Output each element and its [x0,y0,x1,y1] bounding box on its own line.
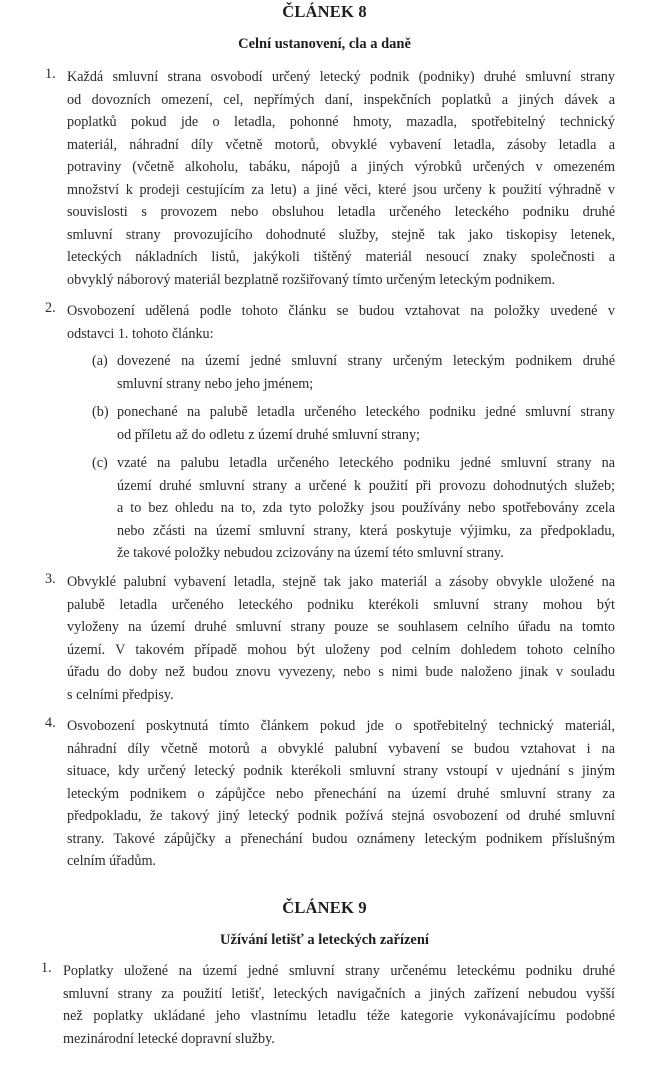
text-line: území. V takovém případě mohou být uloženy pod celním dohledem tohoto celního [67,641,615,658]
text-line: Osvobození udělená podle tohoto článku se budou vztahovat na položky uvedené v [67,303,615,319]
text-line: souvislosti s provozem nebo obsluhou letadla určeného leteckého podniku druhé [67,204,615,220]
text-line: palubě letadla určeného leteckého podniku kterékoli smluvní strany mohou být [67,596,615,613]
text-line: smluvní strany za použití letišť, leteckých navigačních a jiných zařízení nebudou vyšší [63,985,615,1002]
text-line: Obvyklé palubní vybavení letadla, stejně tak jako materiál a zásoby obvykle uložené na [67,574,615,590]
text-line: dovezené na území jedné smluvní strany určeným leteckým podnikem druhé [117,353,615,369]
text-line: území druhé smluvní strany a určené k použití při provozu dohodnutých služeb; [117,477,615,494]
text-line: leteckých nákladních listů, jakýkoli tištěný materiál nesoucí znaky společnosti a [67,249,615,265]
text-line: množství k prodeji cestujícím za letu) a jiné věci, které jsou určeny k použití výhradně v [67,181,615,198]
text-line: potraviny (včetně alkoholu, tabáku, nápojů a jiných výrobků určených v omezeném [67,159,615,175]
item-label-b: (b) [92,404,109,420]
text-line: poplatků pokud jde o letadla, pohonné hmoty, mazadla, spotřebitelný technický [67,114,615,130]
text-line: Osvobození poskytnutá tímto článkem pokud jde o spotřebitelný technický materiál, [67,718,615,734]
text-line: vzaté na palubu letadla určeného leteckého podniku jedné smluvní strany na [117,455,615,471]
text-line: strany. Takové zápůjčky a přenechání budou oznámeny leteckým podnikem příslušným [67,830,615,847]
text-line: předpokladu, že takový jiný letecký podnik požívá stejná osvobození od druhé smluvní [67,808,615,824]
text-line: s celními předpisy. [67,686,174,703]
article-8-subtitle: Celní ustanovení, cla a daně [238,36,411,52]
text-line: úřadu do doby než budou znovu vyvezeny, nebo s nimi bude naloženo jinak v souladu [67,664,615,680]
text-line: než poplatky ukládané jeho vlastnímu letadlu téže kategorie vykonávajícímu podobné [63,1008,615,1024]
article-9-title: ČLÁNEK 9 [282,898,367,917]
paragraph-number: 2. [45,300,56,316]
text-line: mezinárodní letecké dopravní služby. [63,1030,275,1047]
text-line: a to bez ohledu na to, zda tyto položky jsou používány nebo spotřebovány zcela [117,500,615,516]
paragraph-number: 4. [45,715,56,731]
text-line: nebo zčásti na území smluvní strany, která poskytuje výjimku, za předpokladu, [117,522,615,539]
text-line: že takové položky nebudou zcizovány na území této smluvní strany. [117,545,504,561]
text-line: ponechané na palubě letadla určeného leteckého podniku jedné smluvní strany [117,404,615,420]
text-line: celním úřadům. [67,853,157,869]
paragraph-number: 1. [41,960,52,976]
item-label-c: (c) [92,455,108,471]
text-line: odstavci 1. tohoto článku: [67,325,214,342]
text-line: od příletu až do odletu z území druhé smluvní strany; [117,426,420,443]
text-line: situace, kdy určený letecký podnik kterékoli smluvní strany vstoupí v ujednání s jiným [67,763,615,779]
text-line: Poplatky uložené na území jedné smluvní strany určenému leteckému podniku druhé [63,963,615,979]
text-line: leteckým podnikem o zápůjčce nebo přenechání na území druhé smluvní strany za [67,785,615,802]
text-line: smluvní strany provozujícího dohodnuté služby, stejně tak jako tiskopisy letenek, [67,226,615,243]
paragraph-number: 1. [45,66,56,82]
text-line: od dovozních omezení, cel, nepřímých daní, inspekčních poplatků a jiných dávek a [67,91,615,108]
article-8-title: ČLÁNEK 8 [282,2,367,21]
text-line: náhradní díly včetně motorů a obvyklé palubní vybavení se budou vztahovat i na [67,740,615,757]
text-line: vyloženy na území druhé smluvní strany pouze se souhlasem celního úřadu na tomto [67,619,615,635]
article-9-subtitle: Užívání letišť a leteckých zařízení [220,932,429,948]
text-line: obvyklý náborový materiál bezplatně rozšiřovaný tímto určeným leteckým podnikem. [67,271,556,288]
text-line: materiál, náhradní díly včetně motorů, obvyklé vybavení letadla, zásoby letadla a [67,136,615,153]
item-label-a: (a) [92,353,108,369]
paragraph-number: 3. [45,571,56,587]
text-line: Každá smluvní strana osvobodí určený letecký podnik (podniky) druhé smluvní strany [67,69,615,85]
text-line: smluvní strany nebo jeho jménem; [117,375,314,392]
